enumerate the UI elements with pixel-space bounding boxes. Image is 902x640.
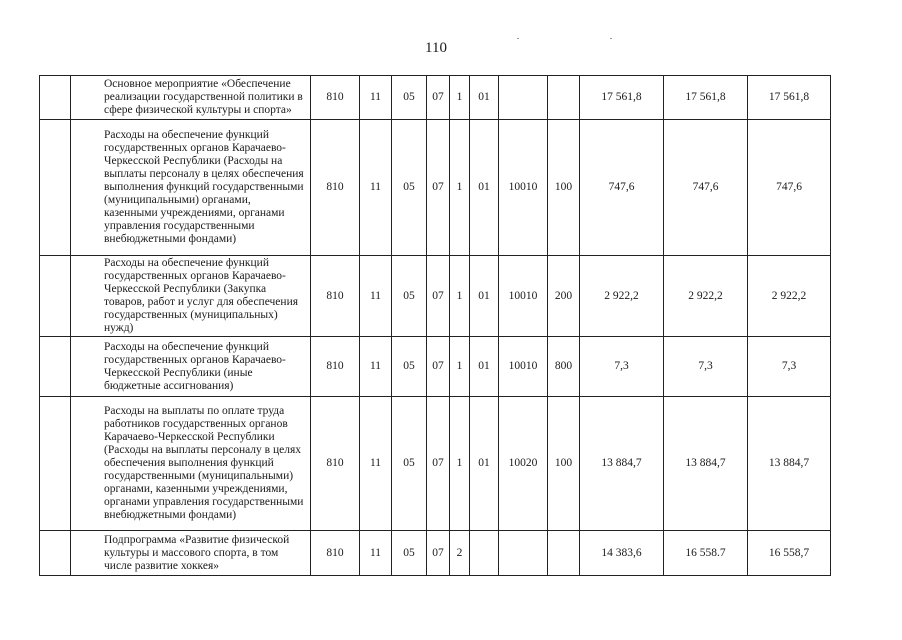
row-number-cell bbox=[40, 256, 71, 337]
ministry-code-cell: 810 bbox=[311, 337, 360, 397]
ministry-code-cell: 810 bbox=[311, 256, 360, 337]
subprogram-code-cell: 1 bbox=[450, 337, 470, 397]
activity-code-cell: 01 bbox=[470, 337, 499, 397]
description-cell: Расходы на выплаты по оплате труда работников государственных органов Карачаево-Черкесской Республики (Расходы на выплаты персоналу в целях обеспечения выполнения функций государственными (муниципальными) органами, казенными учреждениями, органами управления государственными внебюджетными фондами) bbox=[71, 397, 311, 531]
program-code-cell: 07 bbox=[427, 76, 450, 120]
description-cell: Расходы на обеспечение функций государственных органов Карачаево-Черкесской Республики (Расходы на выплаты персоналу в целях обеспечения выполнения функций государственными (муниципальными) органами, казенными учреждениями, органами управления государственными внебюджетными фондами) bbox=[71, 120, 311, 256]
expense-type-cell bbox=[548, 531, 580, 576]
expense-type-cell bbox=[548, 76, 580, 120]
amount-year-2-cell: 7,3 bbox=[664, 337, 748, 397]
direction-code-cell: 10010 bbox=[499, 120, 548, 256]
subprogram-code-cell: 1 bbox=[450, 256, 470, 337]
program-code-cell: 07 bbox=[427, 531, 450, 576]
subsection-code-cell: 05 bbox=[392, 337, 427, 397]
expense-type-cell: 200 bbox=[548, 256, 580, 337]
amount-year-3-cell: 7,3 bbox=[748, 337, 831, 397]
subprogram-code-cell: 1 bbox=[450, 120, 470, 256]
amount-year-1-cell: 13 884,7 bbox=[580, 397, 664, 531]
section-code-cell: 11 bbox=[360, 531, 392, 576]
direction-code-cell: 10020 bbox=[499, 397, 548, 531]
subprogram-code-cell: 2 bbox=[450, 531, 470, 576]
description-cell: Расходы на обеспечение функций государственных органов Карачаево-Черкесской Республики (Закупка товаров, работ и услуг для обеспечения государственных (муниципальных) нужд) bbox=[71, 256, 311, 337]
expense-type-cell: 800 bbox=[548, 337, 580, 397]
section-code-cell: 11 bbox=[360, 256, 392, 337]
activity-code-cell: 01 bbox=[470, 120, 499, 256]
program-code-cell: 07 bbox=[427, 337, 450, 397]
amount-year-2-cell: 13 884,7 bbox=[664, 397, 748, 531]
activity-code-cell: 01 bbox=[470, 397, 499, 531]
description-cell: Расходы на обеспечение функций государственных органов Карачаево-Черкесской Республики (иные бюджетные ассигнования) bbox=[71, 337, 311, 397]
budget-table bbox=[39, 75, 831, 576]
row-number-cell bbox=[40, 397, 71, 531]
subsection-code-cell: 05 bbox=[392, 120, 427, 256]
expense-type-cell: 100 bbox=[548, 120, 580, 256]
activity-code-cell bbox=[470, 531, 499, 576]
amount-year-1-cell: 2 922,2 bbox=[580, 256, 664, 337]
direction-code-cell: 10010 bbox=[499, 256, 548, 337]
amount-year-2-cell: 747,6 bbox=[664, 120, 748, 256]
table-row bbox=[40, 397, 831, 531]
table-row bbox=[40, 120, 831, 256]
description-cell: Основное мероприятие «Обеспечение реализации государственной политики в сфере физической культуры и спорта» bbox=[71, 76, 311, 120]
amount-year-1-cell: 14 383,6 bbox=[580, 531, 664, 576]
section-code-cell: 11 bbox=[360, 120, 392, 256]
subprogram-code-cell: 1 bbox=[450, 397, 470, 531]
direction-code-cell: 10010 bbox=[499, 337, 548, 397]
amount-year-3-cell: 17 561,8 bbox=[748, 76, 831, 120]
ministry-code-cell: 810 bbox=[311, 120, 360, 256]
scan-speck bbox=[517, 38, 519, 39]
program-code-cell: 07 bbox=[427, 120, 450, 256]
table-row bbox=[40, 337, 831, 397]
table-row bbox=[40, 531, 831, 576]
direction-code-cell bbox=[499, 76, 548, 120]
amount-year-1-cell: 747,6 bbox=[580, 120, 664, 256]
section-code-cell: 11 bbox=[360, 397, 392, 531]
amount-year-3-cell: 747,6 bbox=[748, 120, 831, 256]
table-body bbox=[40, 76, 831, 576]
subsection-code-cell: 05 bbox=[392, 397, 427, 531]
scan-speck bbox=[610, 38, 612, 39]
row-number-cell bbox=[40, 531, 71, 576]
table-row bbox=[40, 256, 831, 337]
amount-year-3-cell: 2 922,2 bbox=[748, 256, 831, 337]
ministry-code-cell: 810 bbox=[311, 397, 360, 531]
subprogram-code-cell: 1 bbox=[450, 76, 470, 120]
ministry-code-cell: 810 bbox=[311, 531, 360, 576]
page-number: 110 bbox=[425, 40, 447, 56]
program-code-cell: 07 bbox=[427, 397, 450, 531]
program-code-cell: 07 bbox=[427, 256, 450, 337]
amount-year-2-cell: 17 561,8 bbox=[664, 76, 748, 120]
subsection-code-cell: 05 bbox=[392, 256, 427, 337]
row-number-cell bbox=[40, 76, 71, 120]
activity-code-cell: 01 bbox=[470, 76, 499, 120]
amount-year-2-cell: 16 558.7 bbox=[664, 531, 748, 576]
amount-year-1-cell: 17 561,8 bbox=[580, 76, 664, 120]
subsection-code-cell: 05 bbox=[392, 531, 427, 576]
section-code-cell: 11 bbox=[360, 337, 392, 397]
direction-code-cell bbox=[499, 531, 548, 576]
expense-type-cell: 100 bbox=[548, 397, 580, 531]
description-cell: Подпрограмма «Развитие физической культуры и массового спорта, в том числе развитие хоккея» bbox=[71, 531, 311, 576]
row-number-cell bbox=[40, 337, 71, 397]
subsection-code-cell: 05 bbox=[392, 76, 427, 120]
row-number-cell bbox=[40, 120, 71, 256]
amount-year-2-cell: 2 922,2 bbox=[664, 256, 748, 337]
amount-year-3-cell: 16 558,7 bbox=[748, 531, 831, 576]
table-row bbox=[40, 76, 831, 120]
activity-code-cell: 01 bbox=[470, 256, 499, 337]
amount-year-3-cell: 13 884,7 bbox=[748, 397, 831, 531]
ministry-code-cell: 810 bbox=[311, 76, 360, 120]
section-code-cell: 11 bbox=[360, 76, 392, 120]
amount-year-1-cell: 7,3 bbox=[580, 337, 664, 397]
